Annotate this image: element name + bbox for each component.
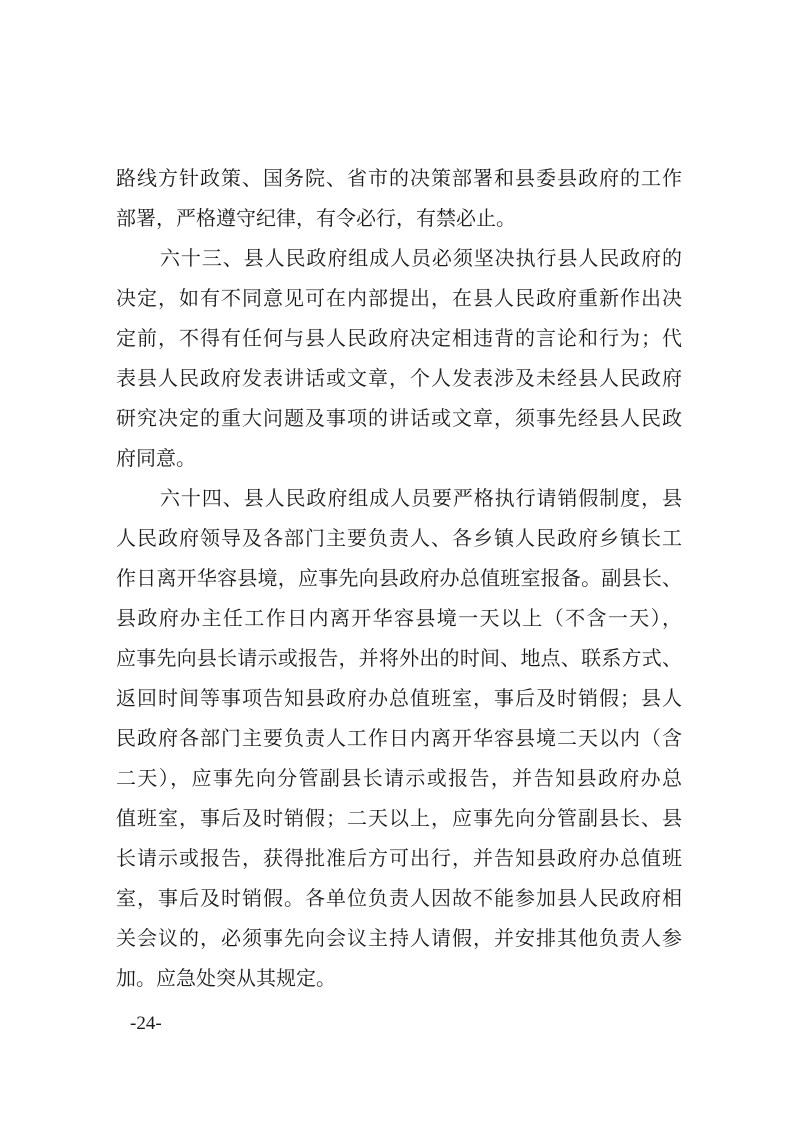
text-line: 府同意。 <box>116 446 196 470</box>
text-line: 表县人民政府发表讲话或文章，个人发表涉及未经县人民政府 <box>116 366 682 390</box>
text-line: 研究决定的重大问题及事项的讲话或文章，须事先经县人民政 <box>116 406 682 430</box>
text-line: 民政府各部门主要负责人工作日内离开华容县境二天以内（含 <box>116 726 682 750</box>
text-line: 二天），应事先向分管副县长请示或报告，并告知县政府办总 <box>116 766 682 790</box>
text-line: 作日离开华容县境，应事先向县政府办总值班室报备。副县长、 <box>116 566 682 590</box>
text-line: 部署，严格遵守纪律，有令必行，有禁必止。 <box>116 206 516 230</box>
text-line: 长请示或报告，获得批准后方可出行，并告知县政府办总值班 <box>116 846 682 870</box>
text-line: 人民政府领导及各部门主要负责人、各乡镇人民政府乡镇长工 <box>116 526 682 550</box>
text-line: 加。应急处突从其规定。 <box>116 966 336 990</box>
text-line: 室，事后及时销假。各单位负责人因故不能参加县人民政府相 <box>116 886 682 910</box>
page-number: -24- <box>130 1013 162 1034</box>
text-line: 定前，不得有任何与县人民政府决定相违背的言论和行为；代 <box>116 326 682 350</box>
text-line: 六十三、县人民政府组成人员必须坚决执行县人民政府的 <box>160 246 682 270</box>
text-line: 返回时间等事项告知县政府办总值班室，事后及时销假；县人 <box>116 686 682 710</box>
text-line: 应事先向县长请示或报告，并将外出的时间、地点、联系方式、 <box>116 646 682 670</box>
text-line: 路线方针政策、国务院、省市的决策部署和县委县政府的工作 <box>116 166 682 190</box>
text-line: 值班室，事后及时销假；二天以上，应事先向分管副县长、县 <box>116 806 682 830</box>
text-line: 决定，如有不同意见可在内部提出，在县人民政府重新作出决 <box>116 286 682 310</box>
text-line: 关会议的，必须事先向会议主持人请假，并安排其他负责人参 <box>116 926 682 950</box>
text-line: 六十四、县人民政府组成人员要严格执行请销假制度，县 <box>160 486 682 510</box>
text-line: 县政府办主任工作日内离开华容县境一天以上（不含一天）， <box>116 606 682 630</box>
